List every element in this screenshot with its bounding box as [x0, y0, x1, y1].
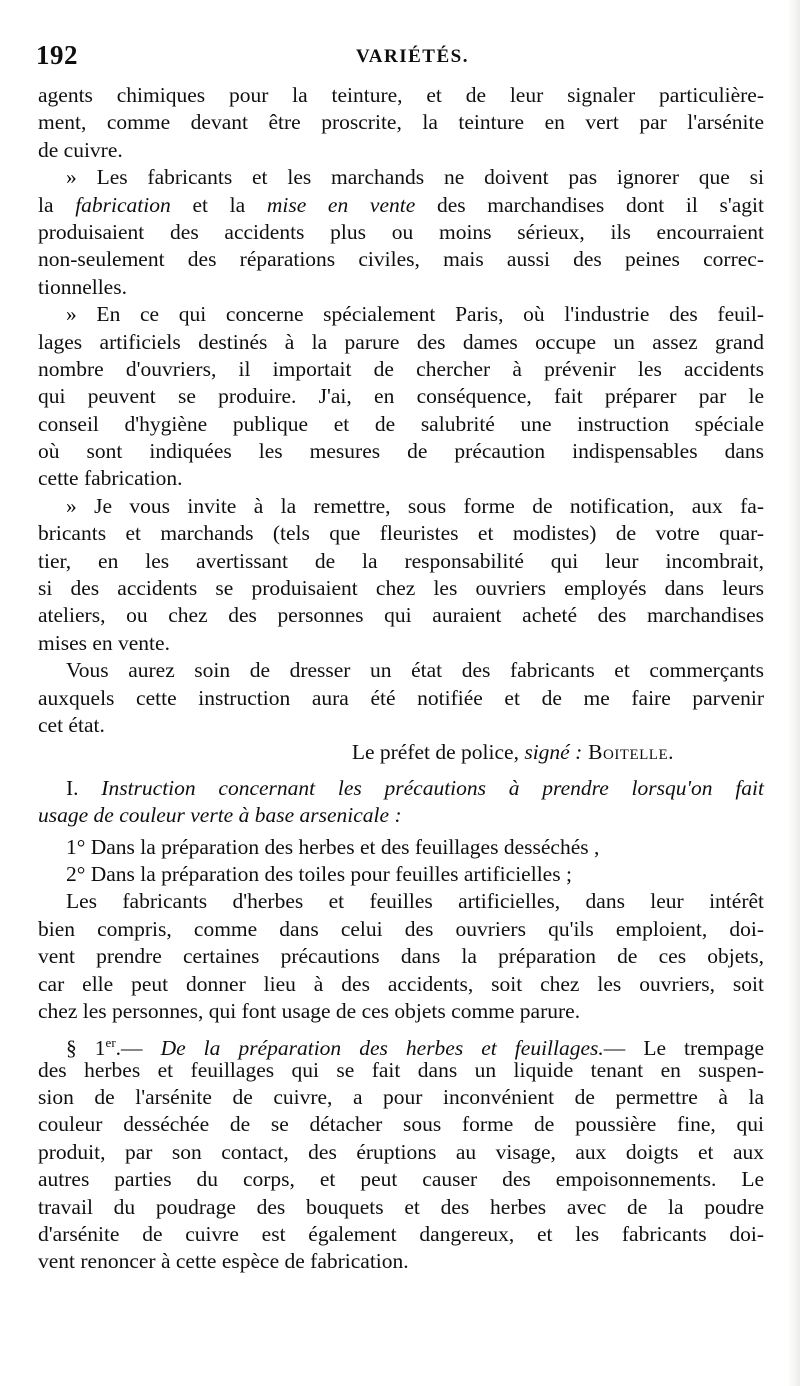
- text-line: cet état.: [38, 712, 105, 737]
- text-line: Les fabricants d'herbes et feuilles artificielles, dans leur intérêt: [66, 889, 764, 914]
- text-line: bien compris, comme dans celui des ouvriers qu'ils emploient, doi-: [38, 916, 764, 941]
- text-line: non-seulement des réparations civiles, mais aussi des peines correc-: [38, 247, 764, 272]
- text-line: travail du poudrage des bouquets et des herbes avec de la poudre: [38, 1194, 764, 1219]
- prefect-name: Boitelle.: [582, 740, 674, 765]
- text-line: si des accidents se produisaient chez les ouvriers employés dans leurs: [38, 576, 764, 601]
- text-line: Vous aurez soin de dresser un état des fabricants et commerçants: [66, 658, 764, 683]
- text-line: tionnelles.: [38, 274, 127, 299]
- instruction-heading: [38, 775, 764, 830]
- text-line: » En ce qui concerne spécialement Paris, où l'industrie des feuil-: [66, 302, 764, 327]
- text-line: ment, comme devant être proscrite, la teinture en vert par l'arsénite: [38, 110, 764, 135]
- text-line: nombre d'ouvriers, il importait de chercher à prévenir les accidents: [38, 356, 764, 381]
- text-line: usage de couleur verte à base arsenicale :: [38, 803, 402, 828]
- text-line: produit, par son contact, des éruptions au visage, aux doigts et aux: [38, 1139, 764, 1164]
- text-line: mises en vente.: [38, 630, 170, 655]
- text-line: chez les personnes, qui font usage de ces objets comme parure.: [38, 998, 581, 1023]
- text-line: des herbes et feuillages qui se fait dans un liquide tenant en suspen-: [38, 1057, 764, 1082]
- text-line: » Je vous invite à la remettre, sous forme de notification, aux fa-: [66, 493, 764, 518]
- text-line: conseil d'hygiène publique et de salubrité une instruction spéciale: [38, 411, 764, 436]
- text-line: vent prendre certaines précautions dans la préparation de ces objets,: [38, 944, 764, 969]
- emphasis: mise en vente: [266, 192, 416, 217]
- paragraph-3: [38, 301, 764, 493]
- list-item: 2° Dans la préparation des toiles pour feuilles artificielles ;: [66, 861, 572, 886]
- text-line: bricants et marchands (tels que fleuristes et modistes) de votre quar-: [38, 521, 764, 546]
- text-line: car elle peut donner lieu à des accidents, soit chez les ouvriers, soit: [38, 971, 764, 996]
- text-line: vent renoncer à cette espèce de fabrication.: [38, 1249, 409, 1274]
- page-number: 192: [36, 40, 78, 70]
- body-text: [38, 82, 764, 1276]
- paragraph-2: [38, 164, 764, 301]
- text-line: la fabrication et la mise en vente des marchandises dont il s'agit: [38, 192, 764, 217]
- text-line: couleur desséchée de se détacher sous forme de poussière fine, qui: [38, 1112, 764, 1137]
- text-line: produisaient des accidents plus ou moins sérieux, ils encourraient: [38, 219, 764, 244]
- list-item: 1° Dans la préparation des herbes et des feuillages desséchés ,: [66, 834, 600, 859]
- text-line: lages artificiels destinés à la parure des dames occupe un assez grand: [38, 329, 764, 354]
- emphasis: fabrication: [75, 192, 171, 217]
- running-head: [36, 40, 756, 76]
- section-1: [38, 1029, 764, 1276]
- numbered-list: [38, 834, 764, 889]
- text-line: d'arsénite de cuivre est également dangereux, et les fabricants doi-: [38, 1222, 764, 1247]
- paragraph-5: [38, 657, 764, 739]
- section-title: De la préparation des herbes et feuillages.: [160, 1036, 604, 1061]
- text-line: où sont indiquées les mesures de précaution indispensables dans: [38, 439, 764, 464]
- text-line: de cuivre.: [38, 137, 123, 162]
- page-edge-shadow: [786, 0, 800, 1386]
- text-line: ateliers, ou chez des personnes qui auraient acheté des marchandises: [38, 603, 764, 628]
- text-line: tier, en les avertissant de la responsabilité qui leur incombrait,: [38, 548, 764, 573]
- text-line: auxquels cette instruction aura été notifiée et de me faire parvenir: [38, 685, 764, 710]
- text-line: » Les fabricants et les marchands ne doivent pas ignorer que si: [66, 165, 764, 190]
- running-title: VARIÉTÉS.: [356, 46, 469, 67]
- signature-line: Le préfet de police, signé : Boitelle.: [351, 740, 674, 765]
- paragraph-1: [38, 82, 764, 164]
- text-line: I. Instruction concernant les précautions à prendre lorsqu'on fait: [66, 775, 764, 800]
- paragraph-6: [38, 888, 764, 1025]
- text-line: autres parties du corps, et peut causer des empoisonnements. Le: [38, 1167, 764, 1192]
- text-line: qui peuvent se produire. J'ai, en conséquence, fait préparer par le: [38, 384, 764, 409]
- text-line: sion de l'arsénite de cuivre, a pour inconvénient de permettre à la: [38, 1085, 764, 1110]
- paragraph-4: [38, 493, 764, 657]
- signed-mark: signé :: [524, 740, 583, 765]
- text-line: agents chimiques pour la teinture, et de leur signaler particulière-: [38, 83, 764, 107]
- section-1-heading-line: § 1er.— De la préparation des herbes et feuillages.— Le trempage: [66, 1035, 765, 1061]
- text-line: cette fabrication.: [38, 466, 183, 491]
